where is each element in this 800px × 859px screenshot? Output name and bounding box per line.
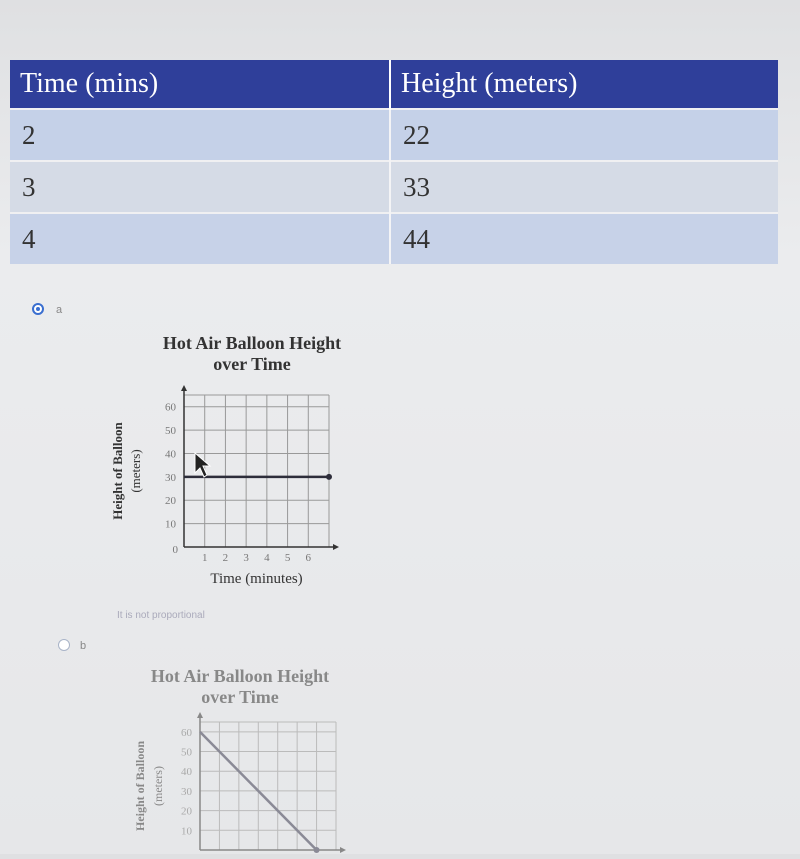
- chart-b-svg: [120, 662, 400, 854]
- y-axis-arrow: [181, 385, 187, 391]
- y-axis-label: Height of Balloon: [133, 740, 147, 832]
- option-a-chart: [100, 325, 380, 605]
- y-tick-label: 20: [181, 805, 192, 818]
- option-a-radio[interactable]: [32, 303, 44, 315]
- x-axis-arrow: [340, 847, 346, 853]
- y-axis-label: (meters): [151, 766, 165, 806]
- x-tick-label: 4: [264, 552, 270, 564]
- option-a-feedback: It is not proportional: [117, 610, 205, 621]
- table-cell-height: 22: [390, 109, 778, 161]
- y-tick-label: 30: [181, 785, 192, 798]
- chart-title: over Time: [213, 354, 291, 374]
- series-endpoint: [314, 847, 320, 853]
- data-table-container: [10, 60, 778, 264]
- chart-title: Hot Air Balloon Height: [150, 666, 330, 686]
- chart-title: Hot Air Balloon Height: [162, 333, 342, 353]
- x-axis-arrow: [333, 544, 339, 550]
- option-b-letter: b: [80, 640, 87, 652]
- table-cell-height: 33: [390, 161, 778, 213]
- x-axis-label: Time (minutes): [210, 571, 303, 587]
- column-header-time: Time (mins): [10, 60, 390, 109]
- option-b-chart: [120, 662, 400, 859]
- mouse-cursor-icon: [195, 453, 210, 477]
- y-axis-label: (meters): [128, 449, 143, 493]
- origin-label: 0: [172, 544, 178, 556]
- chart-title: over Time: [201, 687, 279, 707]
- table-row: [10, 161, 778, 213]
- y-axis-label: Height of Balloon: [110, 422, 125, 520]
- option-a-letter: a: [56, 304, 63, 316]
- chart-a-svg: [100, 325, 380, 600]
- y-tick-label: 50: [181, 746, 192, 759]
- x-tick-label: 3: [243, 552, 249, 564]
- x-tick-label: 2: [222, 552, 229, 564]
- y-tick-label: 10: [165, 518, 176, 531]
- y-tick-label: 10: [181, 825, 192, 838]
- option-b-radio[interactable]: [58, 639, 70, 651]
- column-header-height: Height (meters): [390, 60, 778, 109]
- x-tick-label: 5: [284, 552, 291, 564]
- x-tick-label: 6: [305, 552, 312, 564]
- table-row: [10, 109, 778, 161]
- table-cell-time: 2: [10, 109, 390, 161]
- y-tick-label: 50: [165, 425, 176, 438]
- y-axis-arrow: [197, 712, 203, 718]
- table-row: [10, 213, 778, 264]
- x-tick-label: 1: [201, 552, 208, 564]
- y-tick-label: 40: [181, 766, 192, 779]
- y-tick-label: 20: [165, 495, 176, 508]
- y-tick-label: 30: [165, 471, 176, 484]
- y-tick-label: 60: [165, 401, 176, 414]
- table-cell-time: 4: [10, 213, 390, 264]
- y-tick-label: 40: [165, 448, 176, 461]
- table-header-row: [10, 60, 778, 109]
- series-endpoint: [326, 474, 332, 480]
- table-cell-time: 3: [10, 161, 390, 213]
- time-height-table: [10, 60, 778, 264]
- y-tick-label: 60: [181, 726, 192, 739]
- table-cell-height: 44: [390, 213, 778, 264]
